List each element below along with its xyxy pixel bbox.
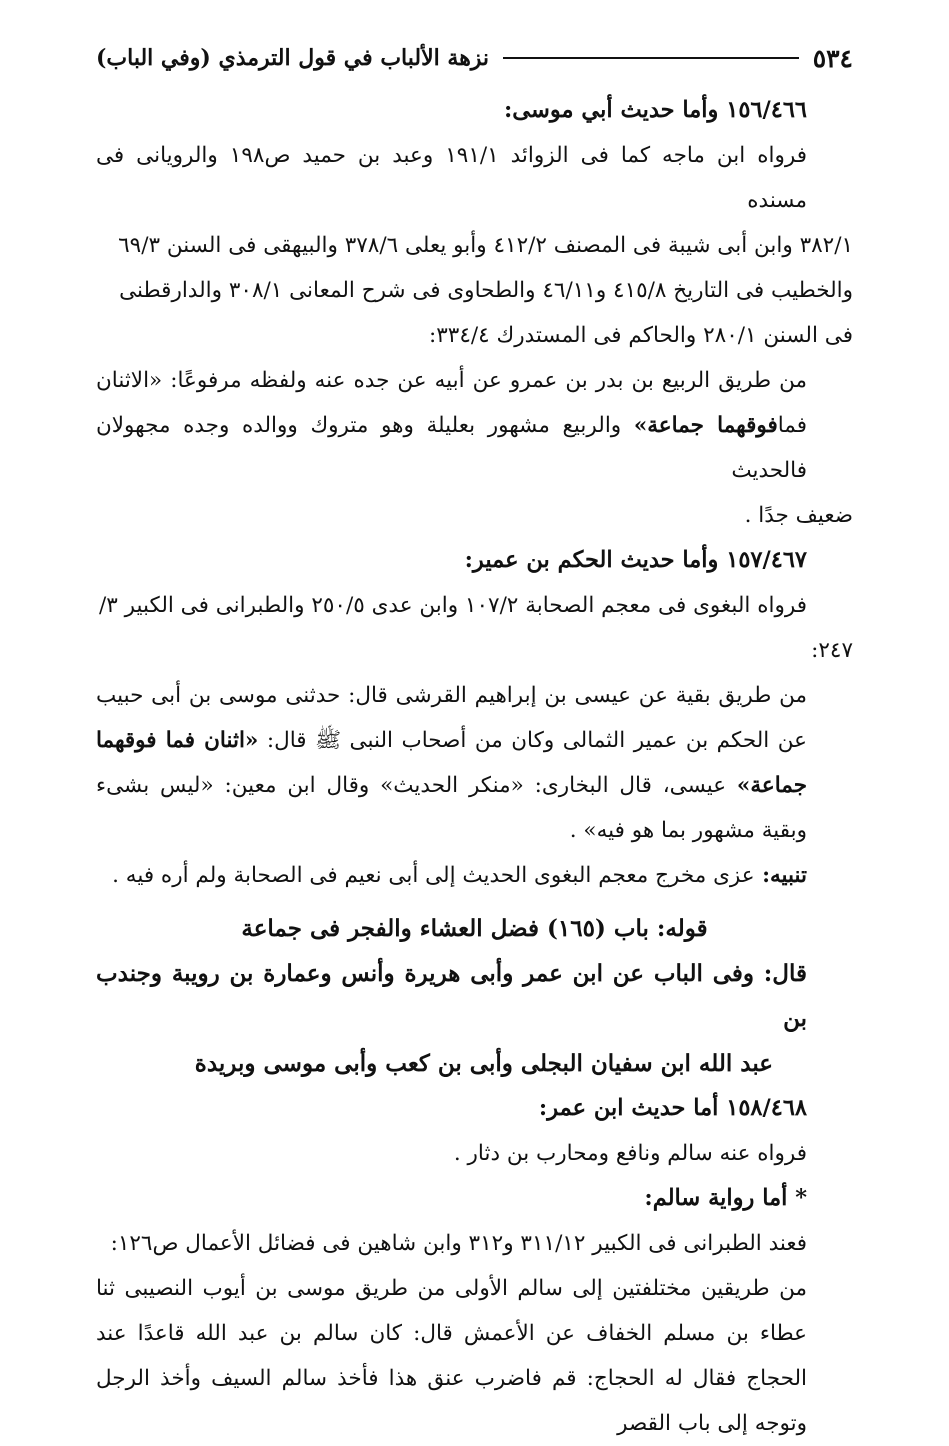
page-body (96, 88, 853, 1446)
text-line (96, 358, 853, 493)
text-run: من طريق بقية عن عيسى بن إبراهيم القرشى قال: حدثنى موسى بن أبى حبيب عن (96, 683, 807, 753)
text-run: من طريقين مختلفتين إلى سالم الأولى من طريق موسى بن أيوب النصيبى ثنا عطاء بن (96, 1276, 807, 1346)
note-line (96, 853, 853, 898)
text-run: فيه» . (569, 818, 625, 843)
text-line: فرواه ابن ماجه كما فى الزوائد ١٩١/١ وعبد بن حميد ص١٩٨ والرويانى فى مسنده (96, 143, 807, 213)
text-line: ضعيف جدًا . (744, 503, 853, 528)
hadith-text: «اثنان فما فوقهما جماعة» (96, 728, 807, 798)
text-line: فرواه عنه سالم ونافع ومحارب بن دثار . (453, 1141, 807, 1166)
spacer (96, 898, 853, 906)
hadith-heading: ١٥٦/٤٦٦ وأما حديث أبي موسى: (503, 97, 807, 123)
text-run: والربيع مشهور بعليلة وهو متروك ووالده وجده مجهولان فالحديث (96, 413, 807, 483)
text-line: ٣٨٢/١ وابن أبى شيبة فى المصنف ٤١٢/٢ وأبو يعلى ٣٧٨/٦ والبيهقى فى السنن ٦٩/٣ (118, 233, 853, 258)
text-line (96, 673, 853, 853)
header-rule (503, 57, 799, 59)
text-line: فى السنن ٢٨٠/١ والحاكم فى المستدرك ٣٣٤/٤: (429, 323, 853, 348)
chapter-text: عبد الله ابن سفيان البجلى وأبى بن كعب وأبى موسى وبريدة (194, 1050, 773, 1077)
text-line: فعند الطبرانى فى الكبير ٣١١/١٢ و٣١٢ وابن شاهين فى فضائل الأعمال ص١٢٦: (110, 1231, 807, 1256)
sub-heading: * أما رواية سالم: (644, 1185, 807, 1211)
text-run: عيسى، قال البخارى: «منكر الحديث» وقال ابن معين: «ليس بشىء وبقية مشهور بما هو (96, 773, 807, 843)
text-line: ٢٤٧: (811, 638, 853, 663)
text-line: فرواه البغوى فى معجم الصحابة ١٠٧/٢ وابن عدى ٢٥٠/٥ والطبرانى فى الكبير ٣/ (98, 593, 807, 618)
text-run: الحجاج: قم فاضرب عنق هذا فأخذ سالم السيف وأخذ الرجل وتوجه إلى باب القصر (96, 1366, 807, 1436)
running-title: نزهة الألباب في قول الترمذي (وفي الباب) (96, 45, 490, 71)
page-number: ٥٣٤ (812, 43, 853, 73)
note-label: تنبيه: (754, 863, 807, 888)
hadith-text-end: فوقهما جماعة» (633, 413, 778, 438)
text-run: من طريق الربيع بن بدر بن عمرو عن أبيه عن جده عنه ولفظه مرفوعًا: «الاثنان فما (96, 368, 807, 438)
hadith-heading: ١٥٧/٤٦٧ وأما حديث الحكم بن عمير: (464, 547, 807, 573)
running-header (96, 38, 853, 78)
hadith-heading: ١٥٨/٤٦٨ أما حديث ابن عمر: (538, 1095, 807, 1121)
note-text: عزى مخرج معجم البغوى الحديث إلى أبى نعيم فى الصحابة ولم أره فيه . (112, 863, 755, 888)
chapter-text: قال: وفى الباب عن ابن عمر وأبى هريرة وأنس وعمارة بن رويبة وجندب بن (96, 960, 807, 1032)
text-run: الحكم بن عمير الثمالى وكان من أصحاب النبى ﷺ قال: (258, 728, 770, 753)
chapter-title: قوله: باب (١٦٥) فضل العشاء والفجر فى جماعة (241, 915, 708, 942)
text-run: مسلم الخفاف عن الأعمش قال: كان سالم بن عبد الله قاعدًا عند الحجاج فقال له (96, 1321, 807, 1391)
text-line (96, 1266, 853, 1446)
text-line: والخطيب فى التاريخ ٤١٥/٨ و٤٦/١١ والطحاوى فى شرح المعانى ٣٠٨/١ والدارقطنى (119, 278, 853, 303)
